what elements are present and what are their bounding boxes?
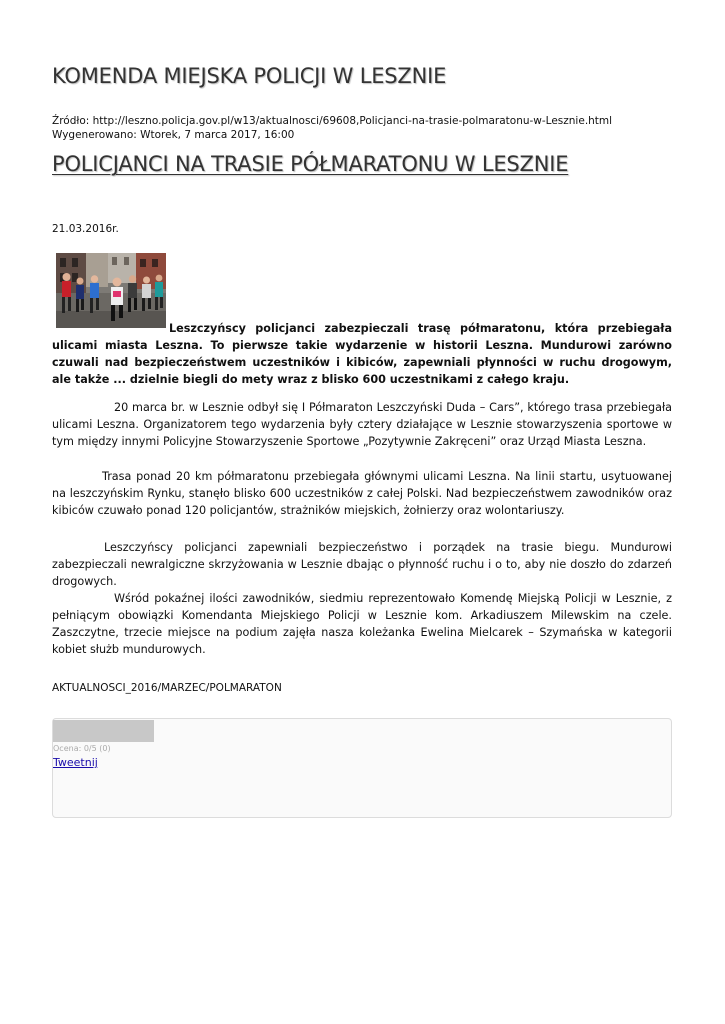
rating-box	[52, 718, 672, 818]
source-meta	[52, 114, 612, 142]
rating-stars-bar[interactable]	[53, 720, 154, 742]
article-date: 21.03.2016r.	[52, 223, 119, 235]
generated-line: Wygenerowano: Wtorek, 7 marca 2017, 16:00	[52, 129, 295, 141]
rating-text: Ocena: 0/5 (0)	[53, 744, 111, 753]
article-lead: Leszczyńscy policjanci zabezpieczali trasę półmaratonu, która przebiegała ulicami miasta Leszna. To pierwsze takie wydarzenie w historii Leszna. Mundurowi zarówno czuwali nad bezpieczeństwem uczestników i kibiców, zapewniali płynności w ruchu drogowym, ale także ... dzielnie biegli do mety wraz z blisko 600 uczestnikami z całego kraju.	[52, 322, 672, 386]
article-paragraph: Trasa ponad 20 km półmaratonu przebiegała głównymi ulicami Leszna. Na linii startu, usytuowanej na leszczyńskim Rynku, stanęło blisko 600 uczestników z całej Polski. Nad bezpieczeństwem zawodników oraz kibiców czuwało ponad 120 policjantów, strażników miejskich, żołnierzy oraz wolontariuszy.	[52, 470, 672, 517]
article-photo	[56, 253, 166, 328]
article-paragraph: 20 marca br. w Lesznie odbył się I Półmaraton Leszczyński Duda – Cars”, którego trasa przebiegała ulicami Leszna. Organizatorem tego wydarzenia były cztery działające w Lesznie stowarzyszenia sportowe w tym między innymi Policyjne Stowarzyszenie Sportowe „Pozytywnie Zakręceni” oraz Urząd Miasta Leszna.	[52, 401, 672, 448]
source-line: Źródło: http://leszno.policja.gov.pl/w13/aktualnosci/69608,Policjanci-na-trasie-polmaratonu-w-Lesznie.html	[52, 115, 613, 127]
marathon-runners-image	[56, 253, 166, 328]
tweet-link[interactable]: Tweetnij	[53, 756, 98, 769]
article-title: POLICJANCI NA TRASIE PÓŁMARATONU W LESZNIE	[52, 152, 569, 176]
article-tags: AKTUALNOSCI_2016/MARZEC/POLMARATON	[52, 682, 282, 694]
article-paragraph: Leszczyńscy policjanci zapewniali bezpieczeństwo i porządek na trasie biegu. Mundurowi zabezpieczali newralgiczne skrzyżowania w Lesznie dbając o płynność ruchu i o to, aby nie doszło do zdarzeń drogowych.	[52, 541, 672, 588]
article-paragraph: Wśród pokaźnej ilości zawodników, siedmiu reprezentowało Komendę Miejską Policji w Lesznie, z pełniącym obowiązki Komendanta Miejskiego Policji w Lesznie kom. Arkadiuszem Milewskim na czele. Zaszczytne, trzecie miejsce na podium zajęła nasza koleżanka Ewelina Mielcarek – Szymańska w kategorii kobiet służb mundurowych.	[52, 592, 672, 656]
site-title: KOMENDA MIEJSKA POLICJI W LESZNIE	[52, 64, 447, 88]
